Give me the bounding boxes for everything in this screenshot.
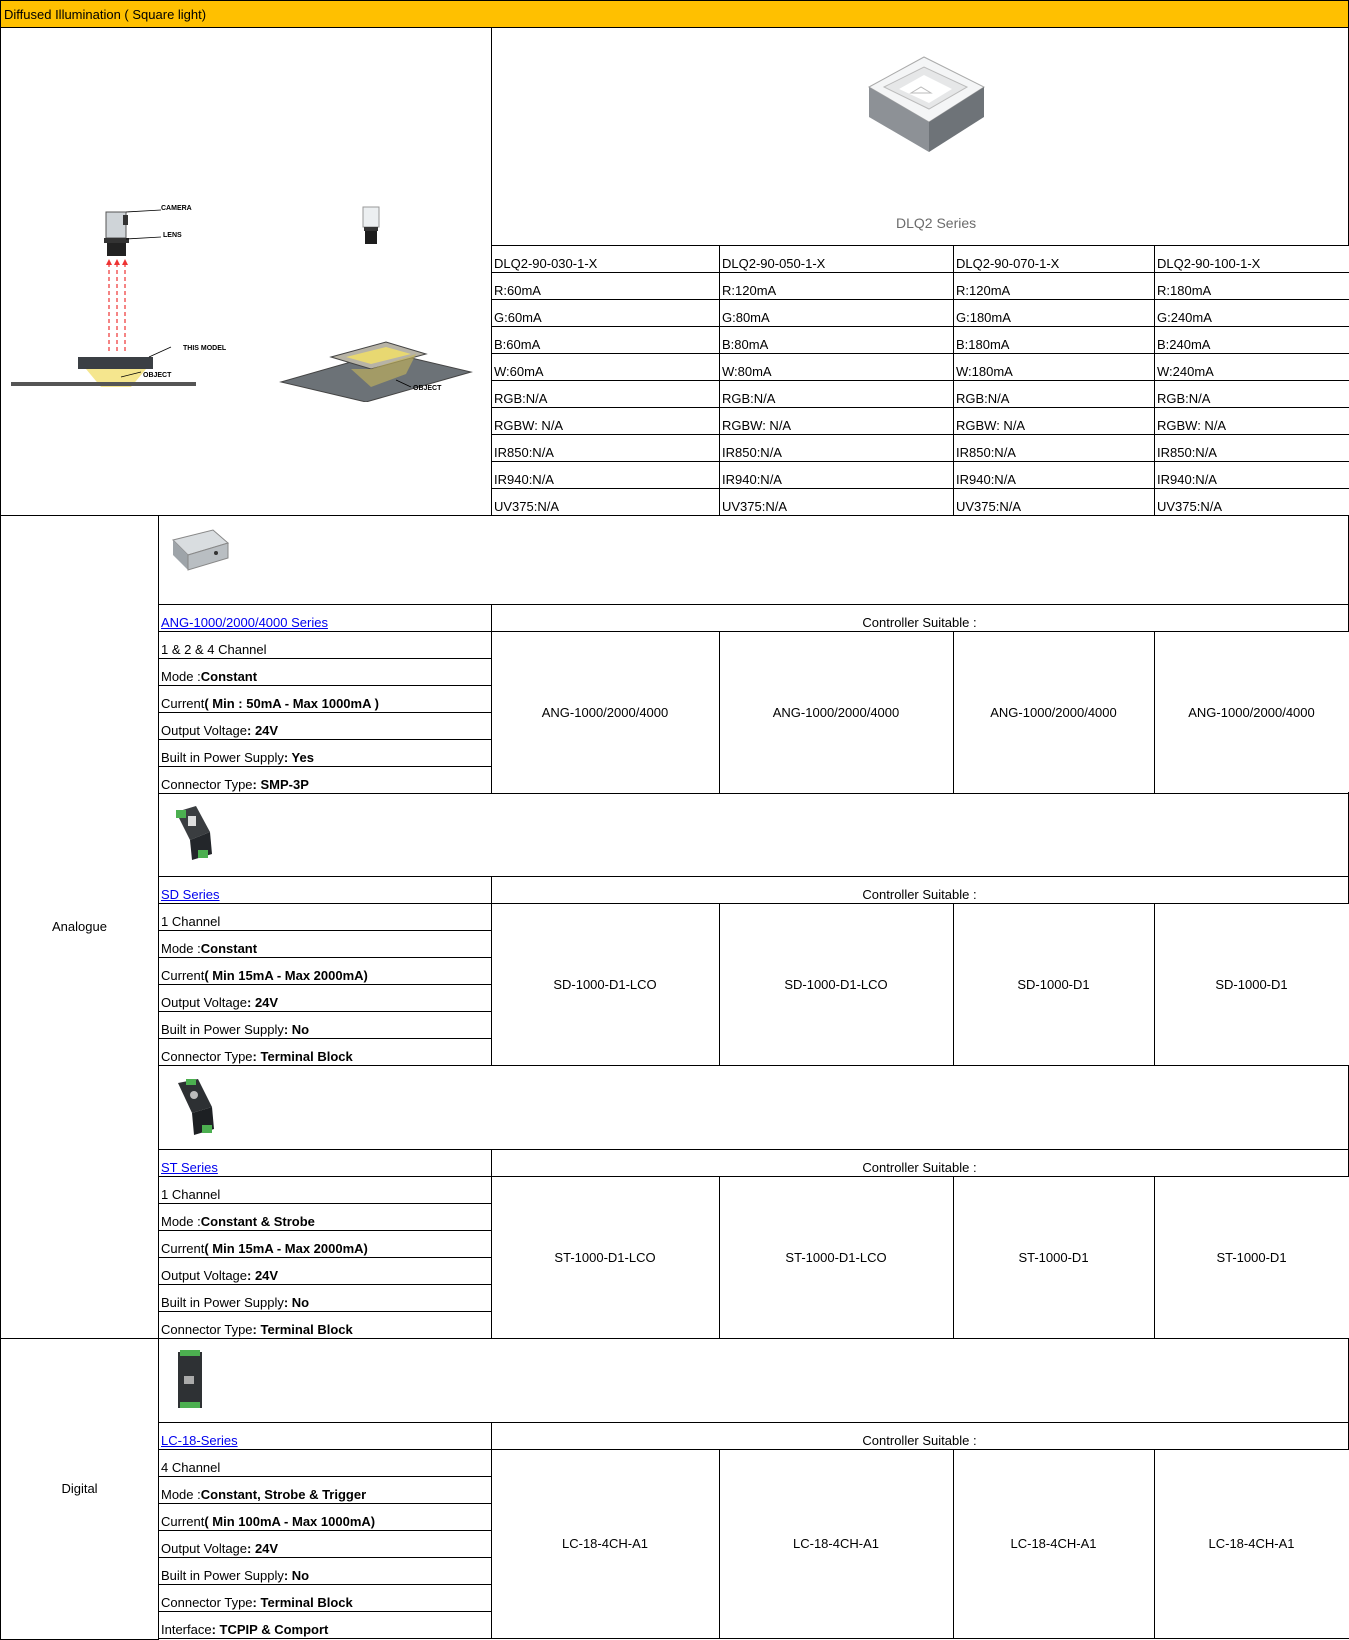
feature-cell xyxy=(158,1011,492,1039)
controller-model-cell: LC-18-4CH-A1 xyxy=(953,1449,1155,1639)
series-link[interactable]: LC-18-Series xyxy=(161,1433,238,1448)
feature-key: Current xyxy=(161,696,205,711)
feature-key: Connector Type xyxy=(161,777,253,792)
series-link-cell xyxy=(158,876,492,904)
feature-key: Current xyxy=(161,1241,205,1256)
controller-image-cell xyxy=(158,792,1349,877)
feature-cell xyxy=(158,984,492,1012)
series-link[interactable]: ST Series xyxy=(161,1160,218,1175)
model-cell: DLQ2-90-100-1-X xyxy=(1154,245,1349,273)
spec-cell: R:180mA xyxy=(1154,272,1349,300)
feature-key: Output Voltage xyxy=(161,995,248,1010)
feature-cell xyxy=(158,1557,492,1585)
feature-cell xyxy=(158,685,492,713)
feature-value: : 24V xyxy=(247,1268,279,1283)
series-link-cell xyxy=(158,1422,492,1450)
spec-cell: R:60mA xyxy=(491,272,720,300)
feature-key: 1 & 2 & 4 Channel xyxy=(161,642,267,657)
feature-cell xyxy=(158,1230,492,1258)
spec-cell: IR850:N/A xyxy=(1154,434,1349,462)
feature-key: Built in Power Supply xyxy=(161,750,284,765)
controller-suitable-label: Controller Suitable : xyxy=(491,876,1349,904)
feature-value: : No xyxy=(283,1295,310,1310)
sheet-title-bar xyxy=(0,0,1349,28)
controller-model-cell: LC-18-4CH-A1 xyxy=(719,1449,954,1639)
lc-controller-image xyxy=(168,1348,213,1412)
sd-controller-image xyxy=(168,802,218,864)
spec-cell: IR850:N/A xyxy=(719,434,954,462)
controller-model-cell: ST-1000-D1 xyxy=(1154,1176,1349,1339)
feature-key: Output Voltage xyxy=(161,1268,248,1283)
feature-key: Connector Type xyxy=(161,1595,253,1610)
feature-cell xyxy=(158,739,492,767)
controller-model-cell: ANG-1000/2000/4000 xyxy=(1154,631,1349,794)
spec-cell: B:180mA xyxy=(953,326,1155,354)
illumination-diagram xyxy=(31,177,251,387)
spec-cell: RGB:N/A xyxy=(1154,380,1349,408)
feature-cell xyxy=(158,903,492,931)
spec-cell: IR940:N/A xyxy=(719,461,954,489)
spec-cell: IR850:N/A xyxy=(491,434,720,462)
feature-key: Output Voltage xyxy=(161,723,248,738)
analogue-group-cell xyxy=(0,515,159,1339)
controller-model-cell: SD-1000-D1-LCO xyxy=(491,903,720,1066)
controller-model-cell: ST-1000-D1-LCO xyxy=(719,1176,954,1339)
spec-cell: R:120mA xyxy=(953,272,1155,300)
feature-key: Connector Type xyxy=(161,1049,253,1064)
label-lens: LENS xyxy=(163,232,182,239)
feature-key: Mode : xyxy=(161,941,201,956)
controller-model-cell: SD-1000-D1 xyxy=(953,903,1155,1066)
analogue-label: Analogue xyxy=(52,919,107,934)
feature-key: 1 Channel xyxy=(161,914,221,929)
spec-cell: IR940:N/A xyxy=(953,461,1155,489)
label-this-model: THIS MODEL xyxy=(183,345,227,352)
feature-value: : 24V xyxy=(247,723,279,738)
model-cell: DLQ2-90-050-1-X xyxy=(719,245,954,273)
controller-suitable-label: Controller Suitable : xyxy=(491,1149,1349,1177)
series-link-cell xyxy=(158,1149,492,1177)
st-controller-image xyxy=(168,1075,218,1139)
spec-cell: RGBW: N/A xyxy=(491,407,720,435)
controller-image-cell xyxy=(158,1338,1349,1423)
model-cell: DLQ2-90-030-1-X xyxy=(491,245,720,273)
spec-cell: UV375:N/A xyxy=(1154,488,1349,516)
feature-cell xyxy=(158,712,492,740)
feature-key: Interface xyxy=(161,1622,212,1637)
feature-cell xyxy=(158,658,492,686)
feature-key: Current xyxy=(161,968,205,983)
sheet-title: Diffused Illumination ( Square light) xyxy=(4,6,207,22)
controller-model-cell: ST-1000-D1 xyxy=(953,1176,1155,1339)
controller-model-cell: SD-1000-D1-LCO xyxy=(719,903,954,1066)
controller-model-cell: LC-18-4CH-A1 xyxy=(1154,1449,1349,1639)
spec-cell: RGBW: N/A xyxy=(953,407,1155,435)
feature-key: Mode : xyxy=(161,1487,201,1502)
spec-cell: R:120mA xyxy=(719,272,954,300)
feature-cell xyxy=(158,1203,492,1231)
feature-cell xyxy=(158,1611,492,1639)
spec-cell: W:60mA xyxy=(491,353,720,381)
spec-cell: UV375:N/A xyxy=(491,488,720,516)
feature-cell xyxy=(158,766,492,794)
spec-cell: G:80mA xyxy=(719,299,954,327)
ang-controller-image xyxy=(168,525,233,577)
feature-cell xyxy=(158,1449,492,1477)
feature-key: 1 Channel xyxy=(161,1187,221,1202)
feature-cell xyxy=(158,1503,492,1531)
feature-cell xyxy=(158,1476,492,1504)
feature-key: Current xyxy=(161,1514,205,1529)
product-series-name: DLQ2 Series xyxy=(896,215,977,231)
feature-value: Constant xyxy=(200,669,258,684)
feature-value: Constant, Strobe & Trigger xyxy=(200,1487,367,1502)
spec-cell: W:80mA xyxy=(719,353,954,381)
feature-value: : 24V xyxy=(247,1541,279,1556)
feature-cell xyxy=(158,957,492,985)
feature-value: : Yes xyxy=(283,750,314,765)
feature-key: Connector Type xyxy=(161,1322,253,1337)
dlq2-product-image xyxy=(859,47,989,157)
series-link-cell xyxy=(158,604,492,632)
feature-value: Constant xyxy=(200,941,258,956)
feature-value: : TCPIP & Comport xyxy=(211,1622,329,1637)
feature-value: : Terminal Block xyxy=(252,1049,353,1064)
label-object-2: OBJECT xyxy=(413,385,442,392)
label-camera: CAMERA xyxy=(161,205,192,212)
feature-value: : No xyxy=(283,1568,310,1583)
series-link[interactable]: SD Series xyxy=(161,887,220,902)
controller-model-cell: ANG-1000/2000/4000 xyxy=(719,631,954,794)
controller-image-cell xyxy=(158,1065,1349,1150)
feature-value: ( Min 15mA - Max 2000mA) xyxy=(204,1241,368,1256)
controller-model-cell: ANG-1000/2000/4000 xyxy=(953,631,1155,794)
feature-key: Built in Power Supply xyxy=(161,1022,284,1037)
feature-cell xyxy=(158,930,492,958)
controller-model-cell: ANG-1000/2000/4000 xyxy=(491,631,720,794)
feature-key: Output Voltage xyxy=(161,1541,248,1556)
spec-cell: RGBW: N/A xyxy=(719,407,954,435)
spec-cell: B:80mA xyxy=(719,326,954,354)
feature-key: Built in Power Supply xyxy=(161,1295,284,1310)
spec-cell: G:180mA xyxy=(953,299,1155,327)
spec-cell: RGB:N/A xyxy=(719,380,954,408)
controller-suitable-label: Controller Suitable : xyxy=(491,604,1349,632)
product-image-cell xyxy=(491,27,1349,246)
feature-cell xyxy=(158,631,492,659)
spec-cell: RGB:N/A xyxy=(491,380,720,408)
feature-value: : Terminal Block xyxy=(252,1595,353,1610)
controller-image-cell xyxy=(158,515,1349,605)
digital-label: Digital xyxy=(61,1481,98,1496)
label-object: OBJECT xyxy=(143,372,172,379)
ground-plate xyxy=(11,382,196,386)
feature-cell xyxy=(158,1176,492,1204)
spec-cell: RGB:N/A xyxy=(953,380,1155,408)
spec-cell: UV375:N/A xyxy=(719,488,954,516)
feature-value: ( Min 15mA - Max 2000mA) xyxy=(204,968,368,983)
controller-model-cell: LC-18-4CH-A1 xyxy=(491,1449,720,1639)
feature-value: Constant & Strobe xyxy=(200,1214,315,1229)
feature-key: Mode : xyxy=(161,669,201,684)
diagram-section xyxy=(0,27,492,516)
spec-cell: G:60mA xyxy=(491,299,720,327)
feature-value: : Terminal Block xyxy=(252,1322,353,1337)
feature-cell xyxy=(158,1530,492,1558)
series-link[interactable]: ANG-1000/2000/4000 Series xyxy=(161,615,328,630)
controller-model-cell: SD-1000-D1 xyxy=(1154,903,1349,1066)
spec-cell: UV375:N/A xyxy=(953,488,1155,516)
feature-cell xyxy=(158,1038,492,1066)
feature-cell xyxy=(158,1257,492,1285)
feature-value: : 24V xyxy=(247,995,279,1010)
feature-value: : SMP-3P xyxy=(252,777,309,792)
spec-cell: W:240mA xyxy=(1154,353,1349,381)
spec-cell: W:180mA xyxy=(953,353,1155,381)
feature-value: : No xyxy=(283,1022,310,1037)
feature-value: ( Min : 50mA - Max 1000mA ) xyxy=(204,696,379,711)
feature-cell xyxy=(158,1284,492,1312)
spec-cell: B:60mA xyxy=(491,326,720,354)
controller-model-cell: ST-1000-D1-LCO xyxy=(491,1176,720,1339)
feature-key: Built in Power Supply xyxy=(161,1568,284,1583)
spec-cell: RGBW: N/A xyxy=(1154,407,1349,435)
feature-key: 4 Channel xyxy=(161,1460,221,1475)
digital-group-cell xyxy=(0,1338,159,1640)
spec-cell: B:240mA xyxy=(1154,326,1349,354)
feature-cell xyxy=(158,1584,492,1612)
controller-suitable-label: Controller Suitable : xyxy=(491,1422,1349,1450)
isometric-diagram xyxy=(276,202,476,402)
spec-cell: IR940:N/A xyxy=(1154,461,1349,489)
spec-cell: G:240mA xyxy=(1154,299,1349,327)
feature-value: ( Min 100mA - Max 1000mA) xyxy=(204,1514,376,1529)
model-cell: DLQ2-90-070-1-X xyxy=(953,245,1155,273)
spec-cell: IR940:N/A xyxy=(491,461,720,489)
spec-cell: IR850:N/A xyxy=(953,434,1155,462)
feature-key: Mode : xyxy=(161,1214,201,1229)
feature-cell xyxy=(158,1311,492,1339)
